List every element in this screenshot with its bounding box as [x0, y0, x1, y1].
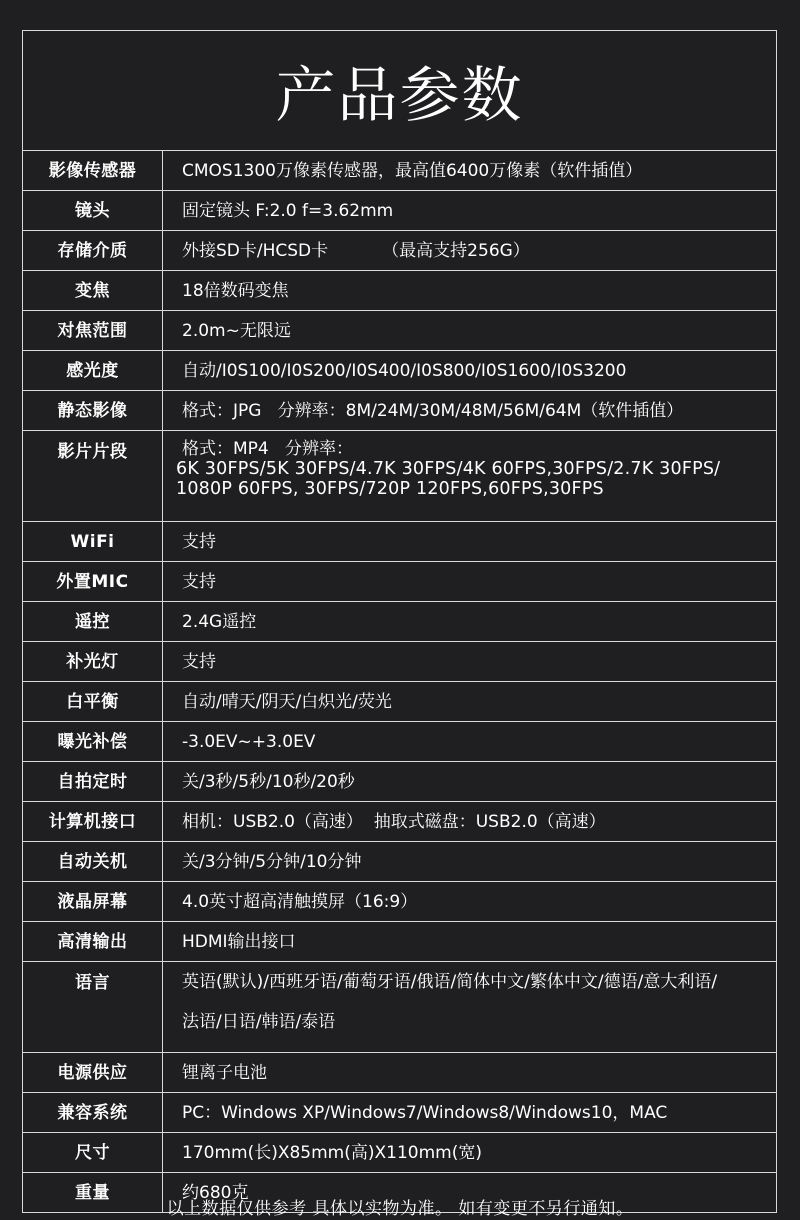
value-line: 2.0m~无限远	[182, 320, 291, 341]
value-line: -3.0EV~+3.0EV	[182, 731, 316, 752]
table-row	[23, 1133, 776, 1173]
table-row	[23, 682, 776, 722]
table-row	[23, 762, 776, 802]
row-value	[163, 431, 777, 522]
spec-table	[23, 151, 776, 1212]
table-row	[23, 562, 776, 602]
row-label: 影片片段	[23, 431, 163, 522]
table-row	[23, 882, 776, 922]
table-row	[23, 842, 776, 882]
value-line: 支持	[182, 571, 216, 592]
row-label: 白平衡	[23, 682, 163, 722]
row-label: 存储介质	[23, 231, 163, 271]
table-row	[23, 1053, 776, 1093]
row-label: 计算机接口	[23, 802, 163, 842]
row-value	[163, 562, 777, 602]
value-line: 英语(默认)/西班牙语/葡萄牙语/俄语/简体中文/繁体中文/德语/意大利语/	[182, 972, 718, 992]
row-value	[163, 962, 777, 1053]
table-row	[23, 391, 776, 431]
row-value	[163, 191, 777, 231]
row-label: 高清输出	[23, 922, 163, 962]
value-line: HDMI输出接口	[182, 931, 296, 952]
table-row	[23, 191, 776, 231]
table-row	[23, 231, 776, 271]
row-label: 补光灯	[23, 642, 163, 682]
row-value	[163, 1133, 777, 1173]
value-line: 支持	[182, 531, 216, 552]
value-line: 法语/日语/韩语/泰语	[182, 1012, 336, 1032]
value-line: 外接SD卡/HCSD卡 （最高支持256G）	[182, 240, 530, 261]
row-label: 语言	[23, 962, 163, 1053]
value-line: 6K 30FPS/5K 30FPS/4.7K 30FPS/4K 60FPS,30FPS/2.7K 30FPS/	[176, 459, 721, 479]
table-row	[23, 1093, 776, 1133]
table-row	[23, 802, 776, 842]
table-row	[23, 642, 776, 682]
value-line: 约680克	[182, 1182, 249, 1203]
row-label: 镜头	[23, 191, 163, 231]
value-line: 自动/晴天/阴天/白炽光/荧光	[182, 691, 392, 712]
row-value	[163, 642, 777, 682]
value-line: 18倍数码变焦	[182, 280, 289, 301]
value-line: 支持	[182, 651, 216, 672]
table-row	[23, 962, 776, 1053]
row-value	[163, 151, 777, 191]
value-line: CMOS1300万像素传感器，最高值6400万像素（软件插值）	[182, 160, 643, 181]
table-row	[23, 431, 776, 522]
row-value	[163, 802, 777, 842]
value-line: 关/3秒/5秒/10秒/20秒	[182, 771, 355, 792]
row-value	[163, 602, 777, 642]
value-line: 170mm(长)X85mm(高)X110mm(宽)	[182, 1142, 482, 1163]
row-label: 电源供应	[23, 1053, 163, 1093]
value-line: 关/3分钟/5分钟/10分钟	[182, 851, 362, 872]
row-label: 影像传感器	[23, 151, 163, 191]
row-label: 感光度	[23, 351, 163, 391]
row-label: 对焦范围	[23, 311, 163, 351]
row-value	[163, 311, 777, 351]
value-line: 锂离子电池	[182, 1062, 267, 1083]
row-label: 液晶屏幕	[23, 882, 163, 922]
value-line: 自动/I0S100/I0S200/I0S400/I0S800/I0S1600/I0S3200	[182, 360, 627, 381]
value-line: 1080P 60FPS, 30FPS/720P 120FPS,60FPS,30FPS	[176, 479, 604, 499]
row-label: 遥控	[23, 602, 163, 642]
row-label: 静态影像	[23, 391, 163, 431]
row-label: 尺寸	[23, 1133, 163, 1173]
row-value	[163, 882, 777, 922]
row-label: 外置MIC	[23, 562, 163, 602]
row-label: 变焦	[23, 271, 163, 311]
table-row	[23, 922, 776, 962]
row-label: 曝光补偿	[23, 722, 163, 762]
row-value	[163, 231, 777, 271]
row-value	[163, 522, 777, 562]
value-line: 4.0英寸超高清触摸屏（16:9）	[182, 891, 418, 912]
value-line: 格式：MP4 分辨率：	[182, 439, 353, 459]
value-line: 格式：JPG 分辨率：8M/24M/30M/48M/56M/64M（软件插值）	[182, 400, 684, 421]
row-value	[163, 351, 777, 391]
value-line: 固定镜头 F:2.0 f=3.62mm	[182, 200, 394, 221]
row-value	[163, 391, 777, 431]
table-row	[23, 522, 776, 562]
row-value	[163, 922, 777, 962]
spec-sheet	[22, 30, 777, 1213]
row-value	[163, 722, 777, 762]
row-label: WiFi	[23, 522, 163, 562]
page-title: 产品参数	[23, 31, 776, 151]
row-value	[163, 842, 777, 882]
table-row	[23, 151, 776, 191]
table-row	[23, 351, 776, 391]
row-label: 自动关机	[23, 842, 163, 882]
row-value	[163, 271, 777, 311]
row-label: 重量	[23, 1173, 163, 1213]
row-label: 自拍定时	[23, 762, 163, 802]
table-row	[23, 722, 776, 762]
value-line: 相机：USB2.0（高速） 抽取式磁盘：USB2.0（高速）	[182, 811, 606, 832]
table-row	[23, 311, 776, 351]
table-row	[23, 602, 776, 642]
row-value	[163, 1053, 777, 1093]
row-label: 兼容系统	[23, 1093, 163, 1133]
row-value	[163, 1093, 777, 1133]
value-line: PC：Windows XP/Windows7/Windows8/Windows10，MAC	[182, 1102, 668, 1123]
value-line: 2.4G遥控	[182, 611, 257, 632]
row-value	[163, 762, 777, 802]
table-row	[23, 271, 776, 311]
row-value	[163, 682, 777, 722]
disclaimer-footer: 以上数据仅供参考 具体以实物为准。 如有变更不另行通知。	[166, 1199, 634, 1219]
